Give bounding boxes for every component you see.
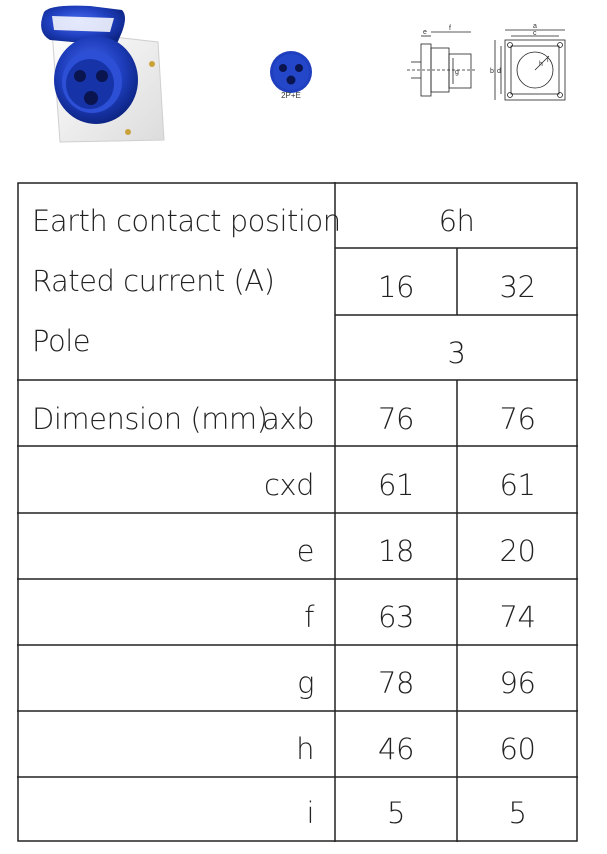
- pin-configuration-label: 2P+E: [281, 91, 301, 100]
- pole-value: 3: [447, 336, 466, 370]
- drawing-label-d: d: [497, 68, 501, 75]
- drawing-label-c: c: [533, 30, 537, 37]
- dimension-value: 46: [378, 732, 414, 766]
- drawing-label-e: e: [423, 29, 427, 36]
- dimension-value: 5: [387, 796, 405, 830]
- dimension-value: 96: [499, 666, 536, 700]
- drawing-label-g: g: [455, 69, 459, 76]
- dimension-key-e: e: [296, 534, 314, 568]
- dimension-value: 76: [378, 402, 414, 436]
- dimension-key-g: g: [297, 666, 314, 700]
- drawing-label-h: h: [539, 61, 543, 68]
- drawing-label-f: f: [449, 25, 451, 32]
- dimension-value: 60: [499, 732, 536, 766]
- dimension-value: 61: [378, 468, 414, 502]
- dimension-value: 63: [378, 600, 414, 634]
- dimension-value: 20: [499, 534, 536, 568]
- pole-label: Pole: [32, 324, 91, 358]
- dimension-key-f: f: [304, 600, 314, 634]
- dimension-value: 78: [378, 666, 414, 700]
- dimension-label: Dimension (mm): [32, 402, 268, 436]
- earth-contact-label: Earth contact position: [32, 204, 341, 238]
- dimension-drawing: [397, 18, 577, 118]
- dimension-value: 74: [499, 600, 536, 634]
- dimension-key-i: i: [306, 796, 314, 830]
- dimension-key-axb: axb: [262, 402, 314, 436]
- dimension-key-cxd: cxd: [263, 468, 314, 502]
- drawing-label-b: b: [490, 68, 494, 75]
- drawing-label-a: a: [533, 23, 537, 30]
- rated-current-value-16: 16: [378, 270, 414, 304]
- rated-current-label: Rated current (A): [32, 264, 275, 298]
- rated-current-value-32: 32: [499, 270, 536, 304]
- dimension-value: 61: [499, 468, 536, 502]
- socket-product-photo: [30, 2, 170, 147]
- dimension-value: 76: [499, 402, 536, 436]
- dimension-key-h: h: [296, 732, 314, 766]
- drawing-label-i: i: [547, 57, 549, 64]
- dimension-value: 18: [378, 534, 414, 568]
- earth-contact-value: 6h: [438, 204, 475, 238]
- dimension-value: 5: [508, 796, 527, 830]
- specification-table: [17, 182, 578, 842]
